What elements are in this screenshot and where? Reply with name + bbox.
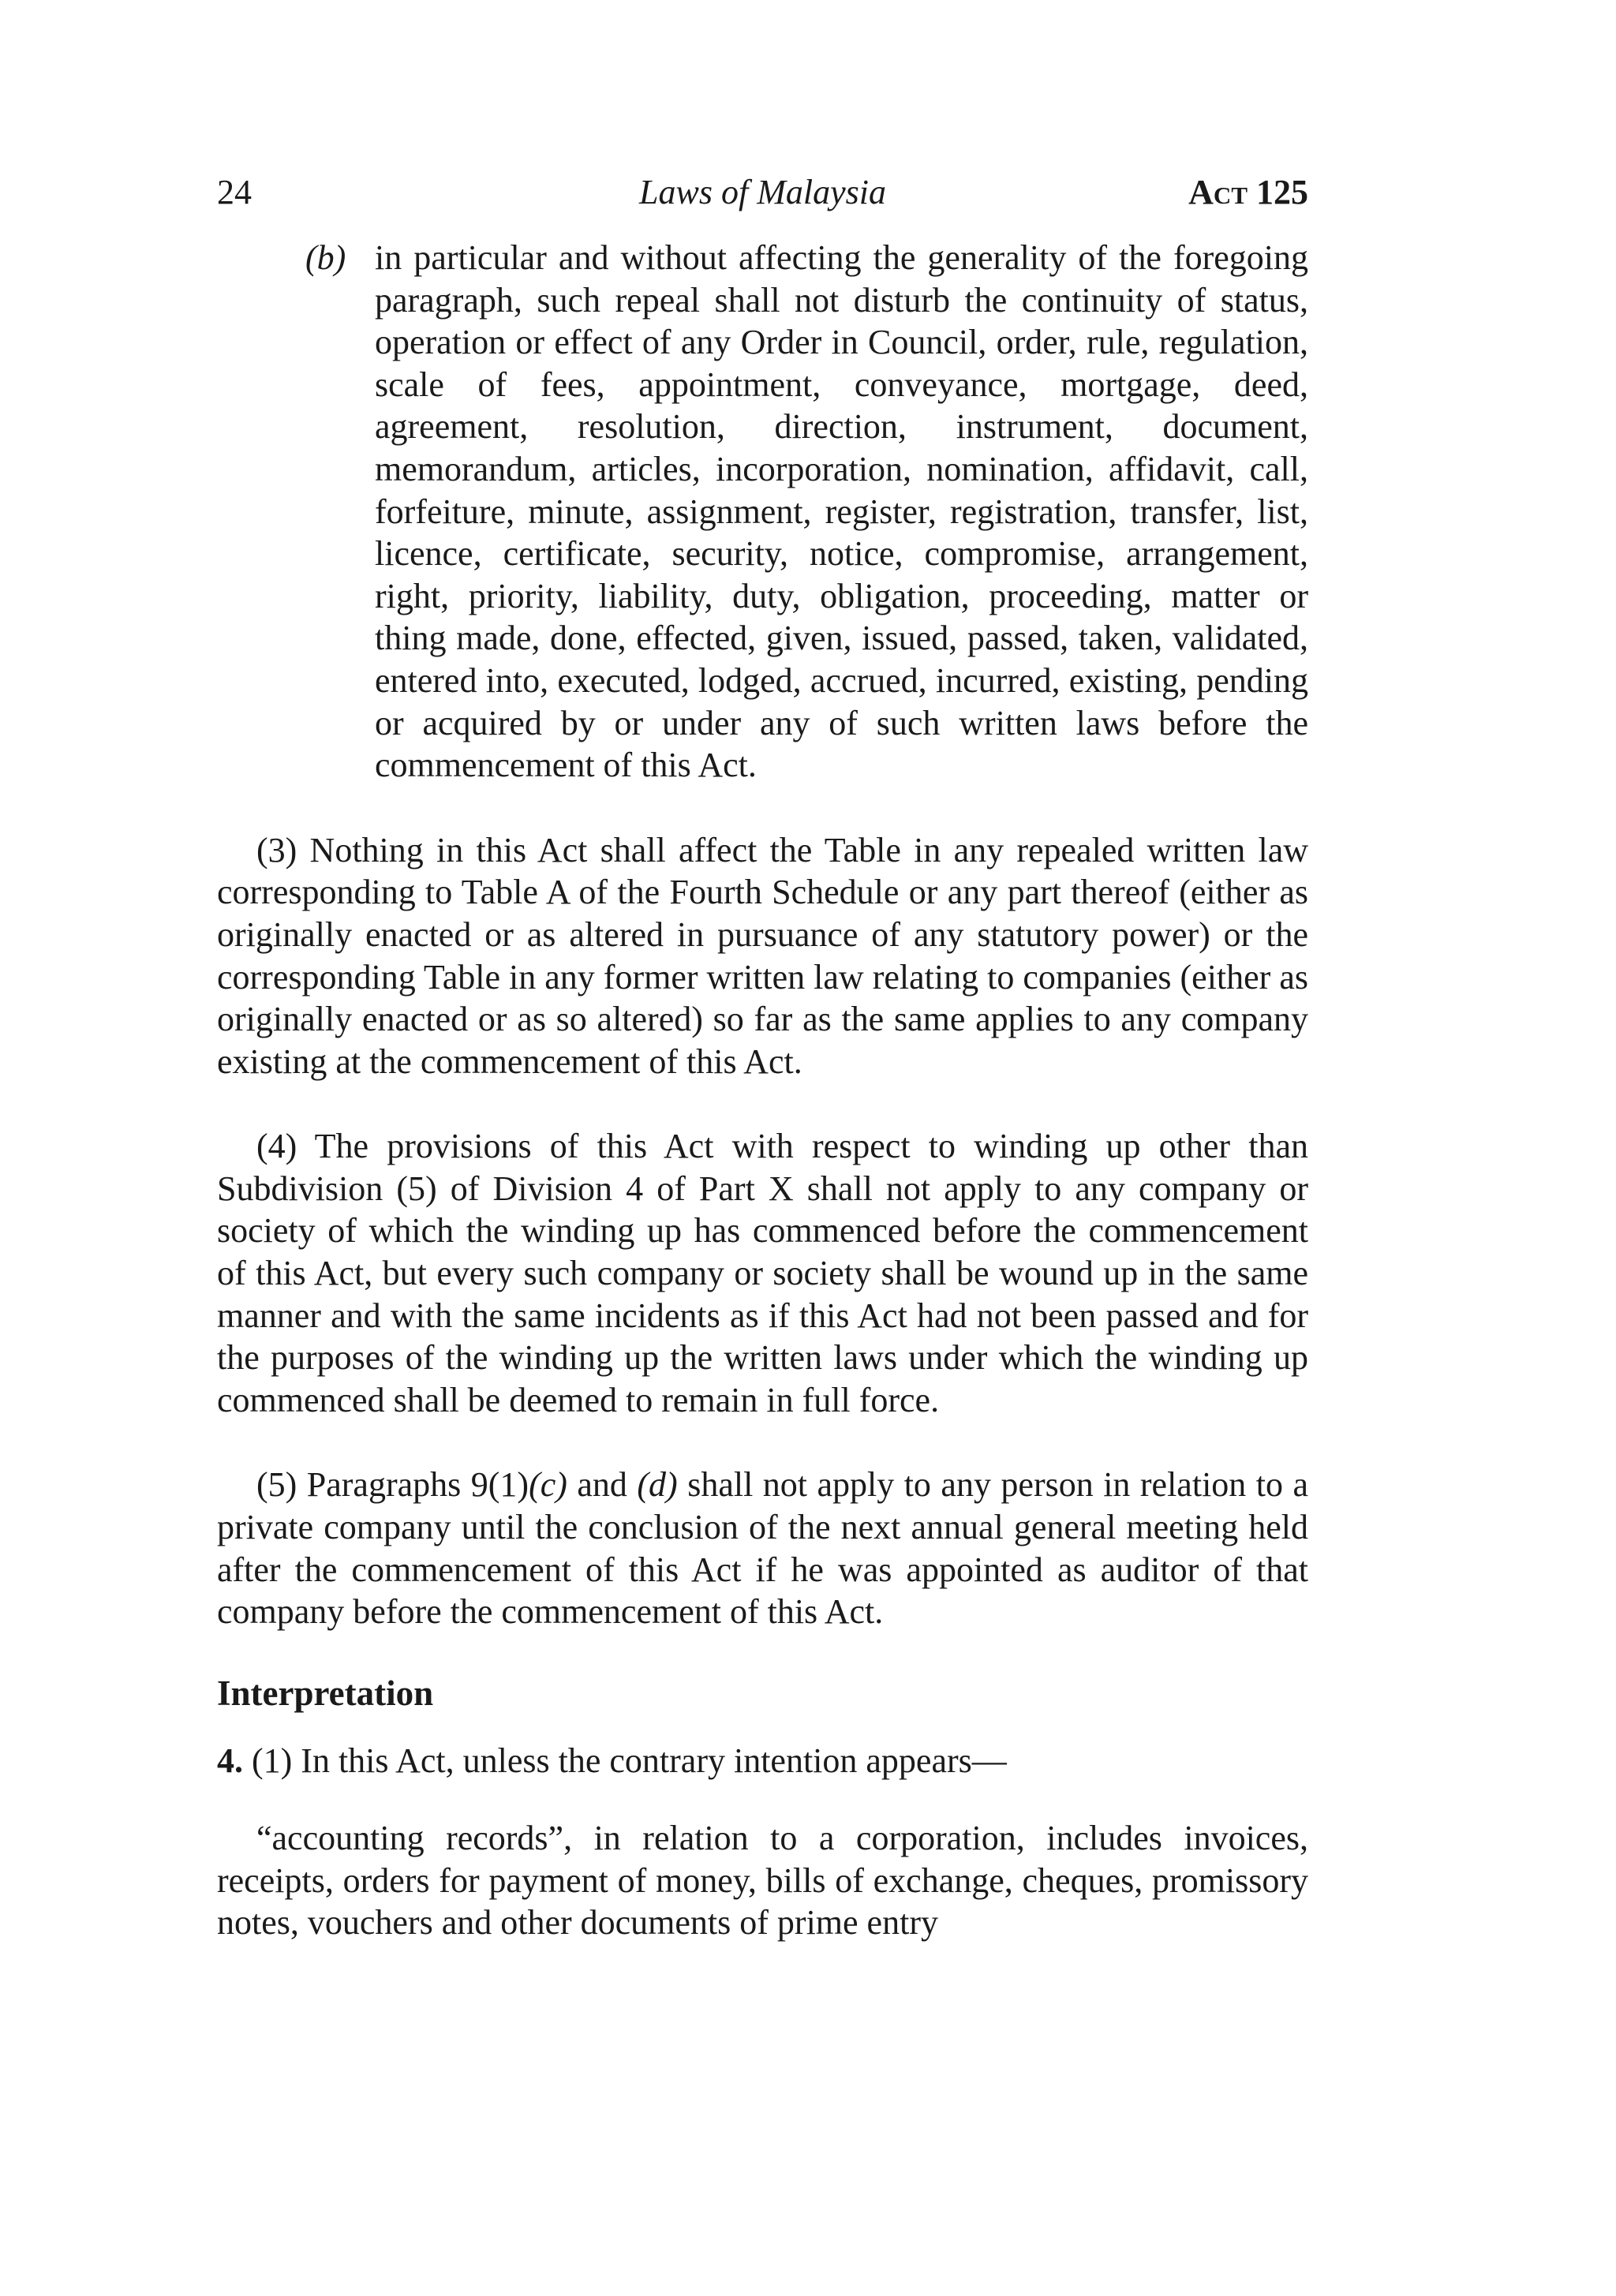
paragraph-b-label: (b) [305,238,346,277]
subsection-4: (4) The provisions of this Act with respect to winding up other than Subdivision (5) of Division 4 of Part X shall not apply to any company or society of which the winding up has commenced before the commencement of this Act, but every such company or society shall be wound up in the same manner and with the same incidents as if this Act had not been passed and for the purposes of the winding up the written laws under which the winding up commenced shall be deemed to remain in full force. [217,1127,1308,1419]
page-number: 24 [217,173,252,211]
subsection-3: (3) Nothing in this Act shall affect the Table in any repealed written law corresponding to Table A of the Fourth Schedule or any part thereof (either as originally enacted or as altered in pursuance of any statutory power) or the corresponding Table in any former written law relating to companies (either as originally enacted or as so altered) so far as the same applies to any company existing at the commencement of this Act. [217,830,1308,1081]
paragraph-b [217,237,1308,787]
spacer [217,1421,1308,1464]
subsection-5-part3: shall not apply to any person in relation to a private company until the conclusion of the next annual general meeting held after the commencement of this Act if he was appointed as auditor of that company before the commencement of this Act. [217,1465,1308,1632]
subsection-5-part2: and [567,1465,638,1505]
subsection-5-italic-c: (c) [529,1465,567,1505]
spacer [217,1782,1308,1817]
subsection-5-italic-d: (d) [637,1465,678,1505]
body-text [217,237,1308,1944]
header-act-label [1188,169,1308,216]
running-header [217,169,1308,216]
header-act-number: 125 [1256,173,1308,211]
section-4-intro-text: (1) In this Act, unless the contrary intention appears— [243,1741,1007,1781]
paragraph-b-text: in particular and without affecting the generality of the foregoing paragraph, such repeal shall not disturb the continuity of status, operation or effect of any Order in Council, order, rule, regulation, scale of fees, appointment, conveyance, mortgage, deed, agreement, resolution, direction, instrument, document, memorandum, articles, incorporation, nomination, affidavit, call, forfeiture, minute, assignment, register, registration, transfer, list, licence, certificate, security, notice, compromise, arrangement, right, priority, liability, duty, obligation, proceeding, matter or thing made, done, effected, given, issued, passed, taken, validated, entered into, executed, lodged, accrued, incurred, existing, pending or acquired by or under any of such written laws before the commencement of this Act. [375,238,1308,785]
section-number: 4. [217,1741,243,1781]
subsection-5 [217,1464,1308,1632]
section-heading-interpretation: Interpretation [217,1673,434,1713]
spacer [217,1633,1308,1673]
spacer [217,787,1308,829]
header-act-word: Act [1188,173,1248,211]
definition-accounting-records: “accounting records”, in relation to a corporation, includes invoices, receipts, orders for payment of money, bills of exchange, cheques, promissory notes, vouchers and other documents of prime entry [217,1819,1308,1943]
subsection-5-part1: (5) Paragraphs 9(1) [256,1465,529,1505]
spacer [217,1083,1308,1125]
section-4-intro [217,1740,1308,1782]
header-title: Laws of Malaysia [639,173,886,211]
